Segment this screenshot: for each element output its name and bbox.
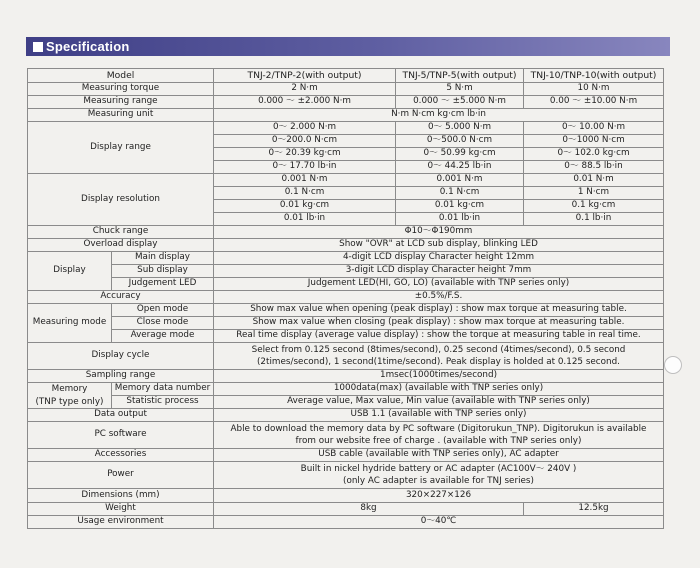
pc-software-line-1: Able to download the memory data by PC software (Digitorukun_TNP). Digitorukun is available (230, 423, 647, 434)
label-sub-display: Sub display (112, 265, 214, 278)
label-display-cycle: Display cycle (28, 343, 214, 370)
resolution-cell: 0.1 N·cm (396, 187, 524, 200)
accessories-value: USB cable (available with TNP series only), AC adapter (214, 449, 664, 462)
display-range-cell: 0～ 50.99 kg·cm (396, 148, 524, 161)
label-usage-environment: Usage environment (28, 516, 214, 529)
label-main-display: Main display (112, 252, 214, 265)
model-col-3: TNJ-10/TNP-10(with output) (524, 69, 664, 83)
usage-environment-value: 0～40℃ (214, 516, 664, 529)
display-range-cell: 0～ 102.0 kg·cm (524, 148, 664, 161)
main-display-value: 4-digit LCD display Character height 12mm (214, 252, 664, 265)
label-memory-data-number: Memory data number (112, 383, 214, 396)
label-statistic-process: Statistic process (112, 396, 214, 409)
table-row-chuck (28, 226, 664, 239)
label-average-mode: Average mode (112, 330, 214, 343)
display-range-cell: 0～ 20.39 kg·cm (214, 148, 396, 161)
pc-software-value (214, 422, 664, 449)
power-value (214, 462, 664, 489)
label-judgement-led: Judgement LED (112, 278, 214, 291)
dimensions-value: 320×227×126 (214, 489, 664, 503)
specification-table (27, 68, 664, 529)
resolution-cell: 1 N·cm (524, 187, 664, 200)
display-range-cell: 0～200.0 N·cm (214, 135, 396, 148)
resolution-cell: 0.1 lb·in (524, 213, 664, 226)
label-sampling-range: Sampling range (28, 370, 214, 383)
model-col-1: TNJ-2/TNP-2(with output) (214, 69, 396, 83)
label-open-mode: Open mode (112, 304, 214, 317)
label-display: Display (28, 252, 112, 291)
display-cycle-line-2: (2times/second), 1 second(1time/second). Peak display is holded at 0.125 second. (257, 357, 620, 367)
display-range-cell: 0～ 44.25 lb·in (396, 161, 524, 174)
memory-label-line-1: Memory (51, 384, 88, 394)
pc-software-line-2: from our website free of charge . (available with TNP series only) (295, 436, 582, 446)
statistic-process-value: Average value, Max value, Min value (available with TNP series only) (214, 396, 664, 409)
table-row-display (28, 278, 664, 291)
resolution-cell: 0.1 N·cm (214, 187, 396, 200)
display-range-cell: 0～ 2.000 N·m (214, 122, 396, 135)
table-row-overload (28, 239, 664, 252)
display-range-cell: 0～ 5.000 N·m (396, 122, 524, 135)
section-title: Specification (46, 39, 130, 54)
table-row-display-resolution (28, 174, 664, 187)
label-measuring-mode: Measuring mode (28, 304, 112, 343)
table-row-range (28, 96, 664, 109)
overload-display-value: Show "OVR" at LCD sub display, blinking LED (214, 239, 664, 252)
torque-col-2: 5 N·m (396, 83, 524, 96)
weight-value-tnj2-tnj5: 8kg (214, 503, 524, 516)
resolution-cell: 0.001 N·m (214, 174, 396, 187)
label-measuring-range: Measuring range (28, 96, 214, 109)
memory-data-number-value: 1000data(max) (available with TNP series only) (214, 383, 664, 396)
label-data-output: Data output (28, 409, 214, 422)
power-line-2: (only AC adapter is available for TNJ series) (343, 476, 534, 486)
table-row-model (28, 69, 664, 83)
resolution-cell: 0.01 kg·cm (214, 200, 396, 213)
section-header (26, 37, 670, 56)
resolution-cell: 0.1 kg·cm (524, 200, 664, 213)
table-row-display (28, 265, 664, 278)
open-mode-value: Show max value when opening (peak display) : show max torque at measuring table. (214, 304, 664, 317)
range-col-2: 0.000 ～ ±5.000 N·m (396, 96, 524, 109)
table-row-measuring-mode (28, 304, 664, 317)
table-row-data-output (28, 409, 664, 422)
display-range-cell: 0～ 88.5 lb·in (524, 161, 664, 174)
close-mode-value: Show max value when closing (peak display) : show max torque at measuring table. (214, 317, 664, 330)
label-accuracy: Accuracy (28, 291, 214, 304)
label-weight: Weight (28, 503, 214, 516)
label-display-range: Display range (28, 122, 214, 174)
label-measuring-unit: Measuring unit (28, 109, 214, 122)
torque-col-3: 10 N·m (524, 83, 664, 96)
torque-col-1: 2 N·m (214, 83, 396, 96)
table-row-accessories (28, 449, 664, 462)
label-pc-software: PC software (28, 422, 214, 449)
resolution-cell: 0.001 N·m (396, 174, 524, 187)
label-dimensions: Dimensions (mm) (28, 489, 214, 503)
display-cycle-line-1: Select from 0.125 second (8times/second), 0.25 second (4times/second), 0.5 second (251, 344, 626, 355)
table-row-sampling (28, 370, 664, 383)
model-col-2: TNJ-5/TNP-5(with output) (396, 69, 524, 83)
weight-value-tnj10: 12.5kg (524, 503, 664, 516)
range-col-1: 0.000 ～ ±2.000 N·m (214, 96, 396, 109)
table-row-measuring-mode (28, 330, 664, 343)
label-close-mode: Close mode (112, 317, 214, 330)
label-memory (28, 383, 112, 409)
display-range-cell: 0～ 17.70 lb·in (214, 161, 396, 174)
label-display-resolution: Display resolution (28, 174, 214, 226)
table-row-dimensions (28, 489, 664, 503)
resolution-cell: 0.01 kg·cm (396, 200, 524, 213)
memory-label-line-2: (TNP type only) (35, 396, 104, 407)
average-mode-value: Real time display (average value display) : show the torque at measuring table in real time. (214, 330, 664, 343)
label-overload-display: Overload display (28, 239, 214, 252)
data-output-value: USB 1.1 (available with TNP series only) (214, 409, 664, 422)
table-row-accuracy (28, 291, 664, 304)
sampling-range-value: 1msec(1000times/second) (214, 370, 664, 383)
table-row-display-range (28, 122, 664, 135)
table-row-usage (28, 516, 664, 529)
label-power: Power (28, 462, 214, 489)
table-row-torque (28, 83, 664, 96)
resolution-cell: 0.01 lb·in (396, 213, 524, 226)
label-model: Model (28, 69, 214, 83)
measuring-unit-value: N·m N·cm kg·cm lb·in (214, 109, 664, 122)
display-range-cell: 0～1000 N·cm (524, 135, 664, 148)
display-range-cell: 0～ 10.00 N·m (524, 122, 664, 135)
table-row-display-cycle (28, 343, 664, 370)
table-row-measuring-mode (28, 317, 664, 330)
chuck-range-value: Φ10～Φ190mm (214, 226, 664, 239)
table-row-unit (28, 109, 664, 122)
table-row-weight (28, 503, 664, 516)
label-chuck-range: Chuck range (28, 226, 214, 239)
label-measuring-torque: Measuring torque (28, 83, 214, 96)
accuracy-value: ±0.5%/F.S. (214, 291, 664, 304)
table-row-power (28, 462, 664, 489)
resolution-cell: 0.01 lb·in (214, 213, 396, 226)
range-col-3: 0.00 ～ ±10.00 N·m (524, 96, 664, 109)
power-line-1: Built in nickel hydride battery or AC adapter (AC100V～ 240V ) (300, 463, 577, 474)
table-row-display (28, 252, 664, 265)
table-row-memory (28, 396, 664, 409)
square-bullet-icon (33, 42, 43, 52)
table-row-memory (28, 383, 664, 396)
display-range-cell: 0～500.0 N·cm (396, 135, 524, 148)
label-accessories: Accessories (28, 449, 214, 462)
display-cycle-value (214, 343, 664, 370)
judgement-led-value: Judgement LED(HI, GO, LO) (available with TNP series only) (214, 278, 664, 291)
binder-hole-mark (664, 356, 682, 374)
sub-display-value: 3-digit LCD display Character height 7mm (214, 265, 664, 278)
resolution-cell: 0.01 N·m (524, 174, 664, 187)
table-row-pc-software (28, 422, 664, 449)
